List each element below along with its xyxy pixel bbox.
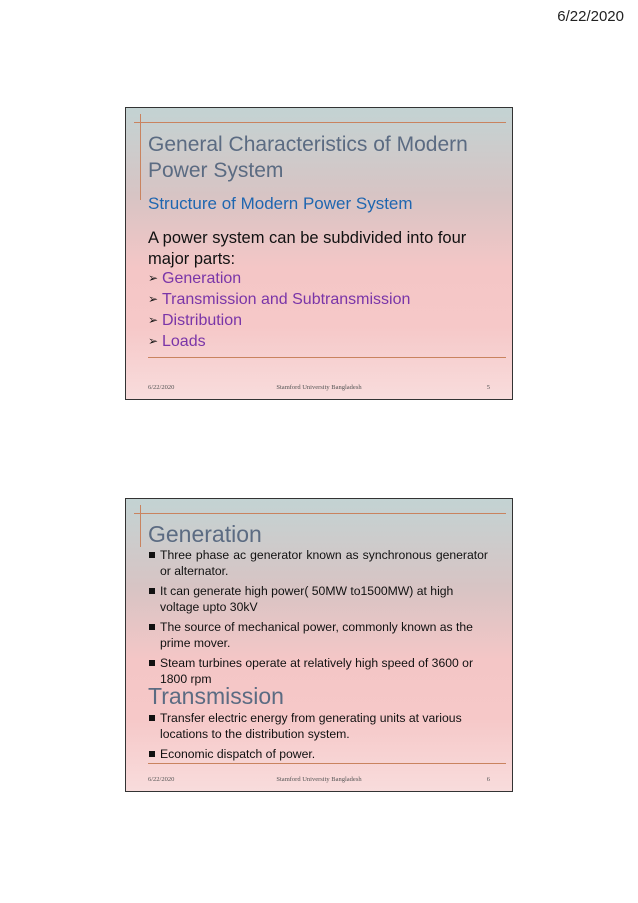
arrow-bullet-icon: ➢ <box>148 271 159 285</box>
decorative-vertical-line <box>140 114 141 200</box>
decorative-top-line <box>134 122 506 123</box>
list-item: The source of mechanical power, commonly known as the prime mover. <box>148 619 488 651</box>
list-item: Three phase ac generator known as synchronous generator or alternator. <box>148 547 488 579</box>
slide-6 <box>125 498 513 792</box>
transmission-bullets <box>148 710 488 766</box>
list-item: ➢ Generation <box>148 270 242 287</box>
footer-page-number: 6 <box>486 776 490 783</box>
decorative-top-line <box>134 513 506 514</box>
arrow-bullet-icon: ➢ <box>148 292 159 306</box>
list-item: Steam turbines operate at relatively high speed of 3600 or 1800 rpm <box>148 655 488 687</box>
decorative-vertical-line <box>140 505 141 547</box>
list-item: ➢ Loads <box>148 333 206 350</box>
decorative-footer-line <box>148 763 506 764</box>
footer-organization: Stamford University Bangladesh <box>276 776 362 783</box>
arrow-bullet-icon: ➢ <box>148 313 159 327</box>
square-bullet-icon <box>149 552 155 558</box>
list-item: Economic dispatch of power. <box>148 746 488 762</box>
section-title-transmission: Transmission <box>148 683 284 709</box>
square-bullet-icon <box>149 715 155 721</box>
square-bullet-icon <box>149 751 155 757</box>
page-date: 6/22/2020 <box>557 8 624 25</box>
footer-date: 6/22/2020 <box>148 384 175 391</box>
generation-bullets <box>148 547 488 691</box>
footer-organization: Stamford University Bangladesh <box>276 384 362 391</box>
square-bullet-icon <box>149 624 155 630</box>
footer-page-number: 5 <box>486 384 490 391</box>
slide-body-text: A power system can be subdivided into four major parts: <box>148 229 467 268</box>
slide-5 <box>125 107 513 400</box>
section-title-generation: Generation <box>148 521 262 547</box>
list-item: ➢ Distribution <box>148 312 243 329</box>
arrow-bullet-icon: ➢ <box>148 334 159 348</box>
slide-subtitle: Structure of Modern Power System <box>148 194 413 213</box>
square-bullet-icon <box>149 660 155 666</box>
decorative-footer-line <box>148 357 506 358</box>
list-item: ➢ Transmission and Subtransmission <box>148 291 411 308</box>
square-bullet-icon <box>149 588 155 594</box>
footer-date: 6/22/2020 <box>148 776 175 783</box>
slide-title: General Characteristics of Modern Power System <box>148 133 468 182</box>
list-item: Transfer electric energy from generating units at various locations to the distribution system. <box>148 710 488 742</box>
list-item: It can generate high power( 50MW to1500MW) at high voltage upto 30kV <box>148 583 488 615</box>
parts-list <box>148 268 410 352</box>
